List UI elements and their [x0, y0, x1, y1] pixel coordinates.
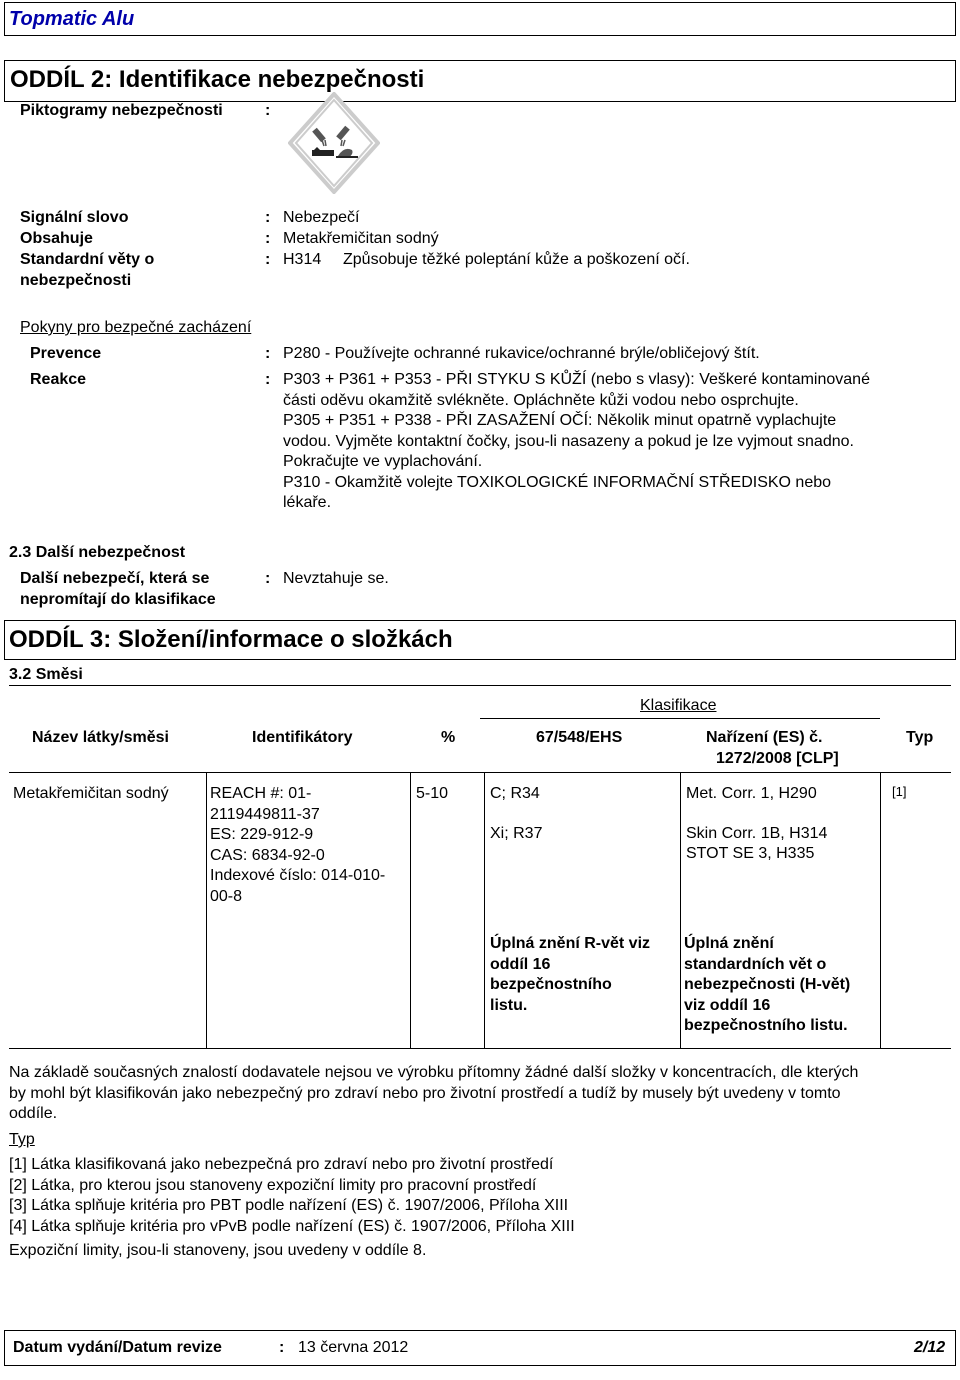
signal-word-label: Signální slovo — [20, 209, 129, 226]
other-hazards-label-2: nepromítají do klasifikace — [20, 591, 216, 608]
hazard-statements-label-1: Standardní věty o — [20, 251, 155, 268]
response-line: vodou. Vyjměte kontaktní čočky, jsou-li nasazeny a pokud je lze vyjmout snadno. — [283, 432, 854, 450]
col-type-header: Typ — [906, 729, 934, 746]
hazard-colon: : — [265, 251, 271, 268]
response-line: části oděvu okamžitě svlékněte. Opláchněte kůži vodou nebo osprchujte. — [283, 391, 799, 409]
contains-value: Metakřemičitan sodný — [283, 230, 439, 247]
other-hazards-value: Nevztahuje se. — [283, 570, 389, 587]
table-header-rule — [9, 772, 951, 773]
table-vline — [206, 772, 207, 1048]
other-hazards-heading: 2.3 Další nebezpečnost — [9, 544, 186, 561]
type-item: [1] Látka klasifikovaná jako nebezpečná pro zdraví nebo pro životní prostředí — [9, 1156, 554, 1173]
other-hazards-colon: : — [265, 570, 271, 587]
header-bar — [4, 2, 956, 36]
contains-colon: : — [265, 230, 271, 247]
row-clp-3: STOT SE 3, H335 — [686, 845, 815, 862]
response-line: P303 + P361 + P353 - PŘI STYKU S KŮŽÍ (nebo s vlasy): Veškeré kontaminované — [283, 371, 870, 388]
hazard-statements-label-2: nebezpečnosti — [20, 272, 132, 289]
contains-label: Obsahuje — [20, 230, 93, 247]
note-line: oddíle. — [9, 1105, 58, 1122]
footer-colon: : — [279, 1339, 285, 1356]
precaution-heading: Pokyny pro bezpečné zacházení — [20, 319, 252, 336]
prevention-text: P280 - Používejte ochranné rukavice/ochranné brýle/obličejový štít. — [283, 345, 760, 362]
col-67548-header: 67/548/EHS — [536, 729, 623, 746]
footnote-h-line: Úplná znění — [684, 935, 774, 952]
prevention-label: Prevence — [30, 345, 102, 362]
hazard-text: Způsobuje těžké poleptání kůže a poškození očí. — [343, 251, 690, 268]
corrosion-pictogram-icon — [288, 92, 380, 194]
type-heading: Typ — [9, 1131, 35, 1148]
classification-header: Klasifikace — [640, 697, 717, 714]
type-item: [4] Látka splňuje kritéria pro vPvB podle nařízení (ES) č. 1907/2006, Příloha XIII — [9, 1217, 575, 1235]
identifier-line: CAS: 6834-92-0 — [210, 846, 325, 864]
col-name-header: Název látky/směsi — [32, 729, 169, 746]
note-line: by mohl být klasifikován jako nebezpečný pro zdraví nebo pro životní prostředí a tudíž by musely být uvedeny v tomto — [9, 1084, 841, 1102]
pictogram-colon: : — [265, 102, 271, 119]
company-name: Topmatic Alu — [9, 8, 135, 30]
col-regulation-header-2: 1272/2008 [CLP] — [716, 750, 839, 767]
footnote-r-line: bezpečnostního — [490, 976, 612, 993]
footer-date-label: Datum vydání/Datum revize — [13, 1339, 222, 1356]
row-clp-1: Met. Corr. 1, H290 — [686, 785, 817, 802]
signal-word-colon: : — [265, 209, 271, 226]
footnote-r-line: oddíl 16 — [490, 955, 551, 973]
row-identifiers — [210, 784, 408, 907]
footnote-h-phrases — [684, 934, 850, 1037]
table-vline — [880, 772, 881, 1048]
footnote-h-line: nebezpečnosti (H-vět) — [684, 976, 851, 993]
table-bottom-rule — [9, 1048, 951, 1049]
col-regulation-header-1: Nařízení (ES) č. — [706, 729, 823, 746]
response-text — [283, 370, 948, 514]
note-line: Na základě současných znalostí dodavatele nejsou ve výrobku přítomny žádné další složky v koncentracích, dle kterých — [9, 1064, 859, 1081]
identifier-line: 2119449811-37 — [210, 805, 320, 823]
row-67548-1: C; R34 — [490, 785, 540, 802]
identifier-line: 00-8 — [210, 887, 243, 905]
response-line: lékaře. — [283, 494, 332, 511]
footnote-h-line: viz oddíl 16 — [684, 996, 771, 1014]
table-top-rule — [9, 685, 951, 686]
footnote-h-line: standardních vět o — [684, 955, 827, 973]
type-item: [3] Látka splňuje kritéria pro PBT podle nařízení (ES) č. 1907/2006, Příloha XIII — [9, 1197, 569, 1214]
row-clp-2: Skin Corr. 1B, H314 — [686, 825, 828, 842]
other-hazards-label-1: Další nebezpečí, která se — [20, 570, 210, 587]
response-colon: : — [265, 371, 271, 388]
signal-word-value: Nebezpečí — [283, 209, 360, 226]
table-vline — [484, 772, 485, 1048]
composition-note — [9, 1063, 954, 1125]
mixtures-heading: 3.2 Směsi — [9, 666, 83, 683]
row-percent: 5-10 — [416, 785, 449, 802]
type-list — [9, 1155, 575, 1237]
pictogram-label: Piktogramy nebezpečnosti — [20, 102, 223, 119]
table-vline — [680, 772, 681, 1048]
type-item: [2] Látka, pro kterou jsou stanoveny expoziční limity pro pracovní prostředí — [9, 1176, 537, 1194]
response-line: Pokračujte ve vyplachování. — [283, 453, 483, 470]
classification-rule — [480, 718, 880, 719]
response-line: P310 - Okamžitě volejte TOXIKOLOGICKÉ INFORMAČNÍ STŘEDISKO nebo — [283, 473, 832, 491]
section2-title: ODDÍL 2: Identifikace nebezpečnosti — [10, 66, 425, 93]
section3-title: ODDÍL 3: Složení/informace o složkách — [9, 626, 453, 653]
row-type: [1] — [892, 784, 907, 799]
identifier-line: REACH #: 01- — [210, 785, 312, 802]
response-label: Reakce — [30, 371, 87, 388]
footer-page-number: 2/12 — [914, 1339, 946, 1356]
prevention-colon: : — [265, 345, 271, 362]
col-identifiers-header: Identifikátory — [252, 729, 353, 746]
identifier-line: Indexové číslo: 014-010- — [210, 867, 386, 884]
hazard-code: H314 — [283, 251, 322, 268]
footnote-h-line: bezpečnostního listu. — [684, 1017, 848, 1034]
footnote-r-line: Úplná znění R-vět viz — [490, 935, 651, 952]
footer-date-value: 13 června 2012 — [298, 1339, 409, 1356]
row-name: Metakřemičitan sodný — [13, 785, 169, 802]
table-vline — [410, 772, 411, 1048]
exposure-note: Expoziční limity, jsou-li stanoveny, jsou uvedeny v oddíle 8. — [9, 1242, 427, 1259]
col-percent-header: % — [441, 729, 456, 746]
footnote-r-phrases — [490, 934, 650, 1016]
identifier-line: ES: 229-912-9 — [210, 826, 314, 843]
footnote-r-line: listu. — [490, 996, 528, 1014]
row-67548-2: Xi; R37 — [490, 825, 543, 842]
response-line: P305 + P351 + P338 - PŘI ZASAŽENÍ OČÍ: Několik minut opatrně vyplachujte — [283, 412, 837, 429]
